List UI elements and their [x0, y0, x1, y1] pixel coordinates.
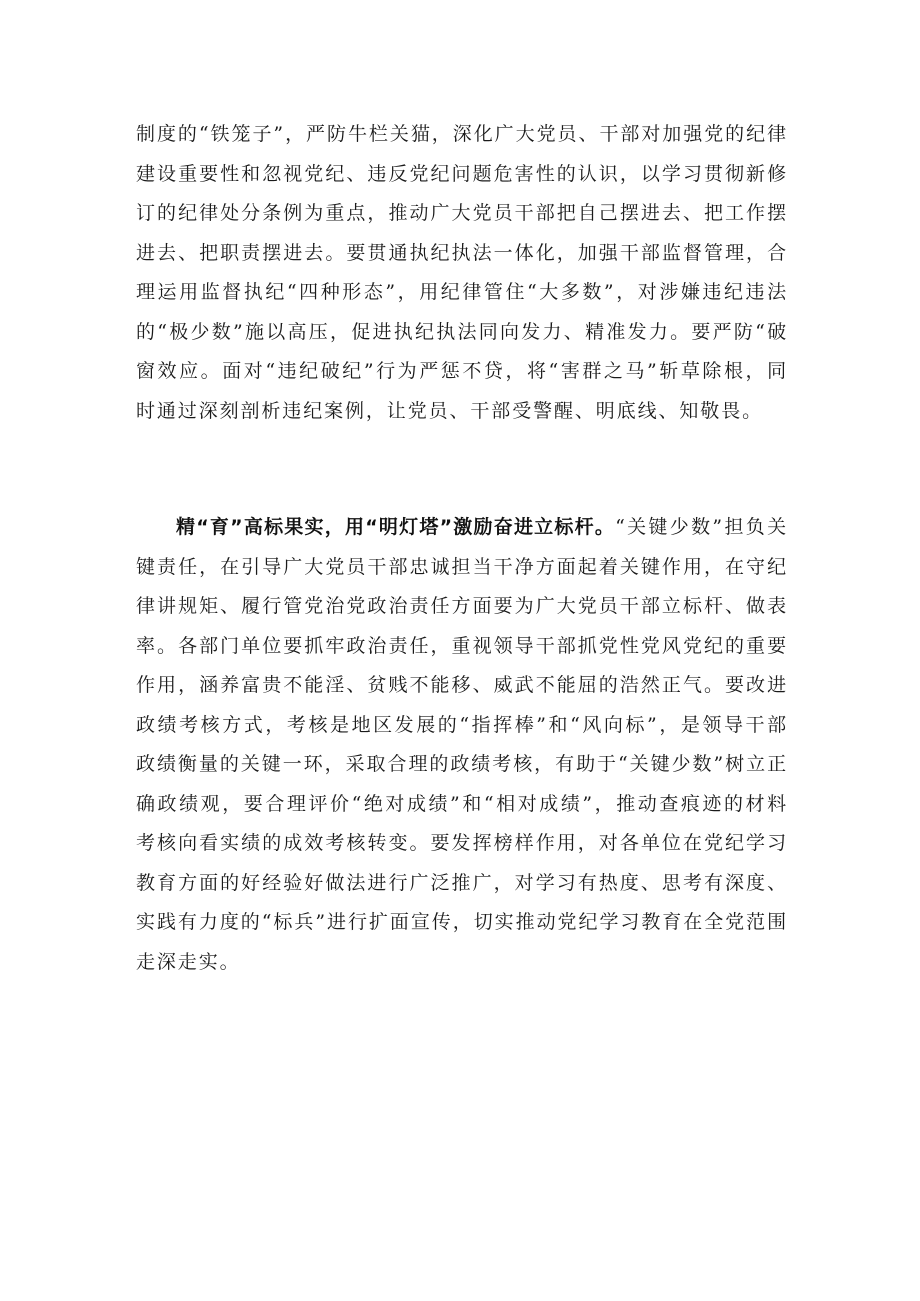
paragraph-heading: 精“育”高标果实，用“明灯塔”激励奋进立标杆。: [176, 516, 616, 538]
paragraph-discipline: [136, 115, 788, 431]
paragraph-body: “关键少数”担负关键责任，在引导广大党员干部忠诚担当干净方面起着关键作用，在守纪律讲规矩、履行管党治党政治责任方面要为广大党员干部立标杆、做表率。各部门单位要抓牢政治责任，重视领导干部抓党性党风党纪的重要作用，涵养富贵不能淫、贫贱不能移、威武不能屈的浩然正气。要改进政绩考核方式，考核是地区发展的“指挥棒”和“风向标”，是领导干部政绩衡量的关键一环，采取合理的政绩考核，有助于“关键少数”树立正确政绩观，要合理评价“绝对成绩”和“相对成绩”，推动查痕迹的材料考核向看实绩的成效考核转变。要发挥榜样作用，对各单位在党纪学习教育方面的好经验好做法进行广泛推广，对学习有热度、思考有深度、实践有力度的“标兵”进行扩面宣传，切实推动党纪学习教育在全党范围走深走实。: [136, 516, 788, 973]
paragraph-body: 制度的“铁笼子”，严防牛栏关猫，深化广大党员、干部对加强党的纪律建设重要性和忽视党纪、违反党纪问题危害性的认识，以学习贯彻新修订的纪律处分条例为重点，推动广大党员干部把自己摆进去、把工作摆进去、把职责摆进去。要贯通执纪执法一体化，加强干部监督管理，合理运用监督执纪“四种形态”，用纪律管住“大多数”，对涉嫌违纪违法的“极少数”施以高压，促进执纪执法同向发力、精准发力。要严防“破窗效应。面对“违纪破纪”行为严惩不贷，将“害群之马”斩草除根，同时通过深刻剖析违纪案例，让党员、干部受警醒、明底线、知敬畏。: [136, 123, 788, 422]
paragraph-role-models: [136, 508, 788, 982]
